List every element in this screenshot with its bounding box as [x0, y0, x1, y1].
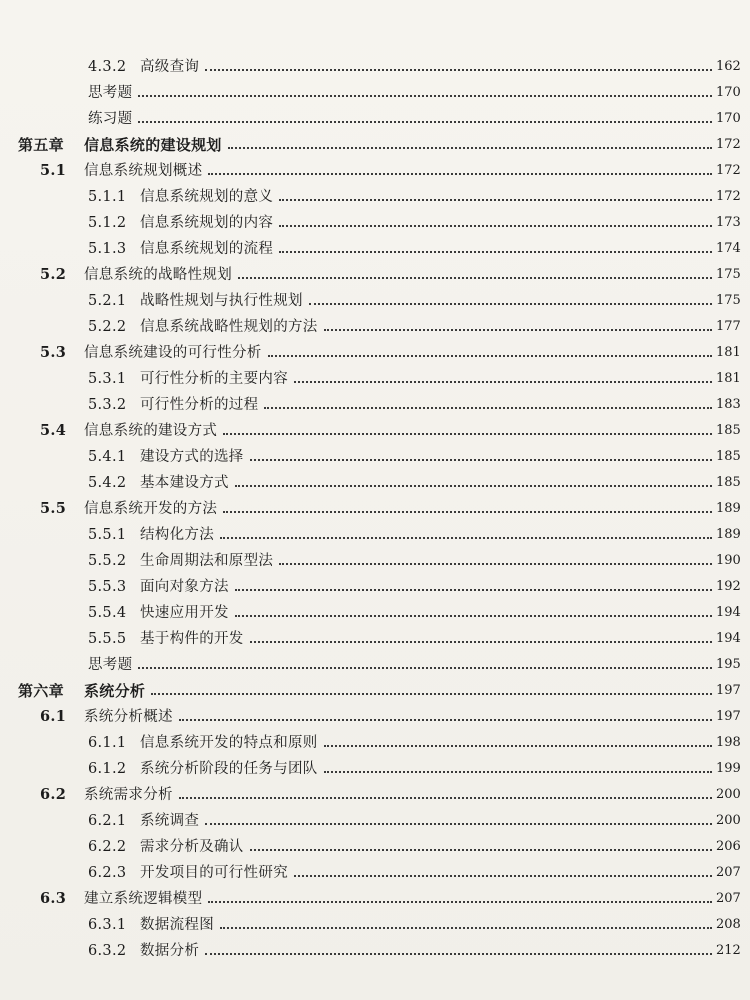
toc-entry-6-3-1[interactable]: [0, 908, 750, 934]
toc-entry-5-3-1[interactable]: [0, 362, 750, 388]
entry-number: 5.2: [40, 266, 67, 283]
toc-entry-6-2-3[interactable]: [0, 856, 750, 882]
entry-title: 可行性分析的主要内容: [140, 371, 288, 387]
entry-title: 数据流程图: [140, 917, 214, 933]
dot-leader: [279, 251, 712, 253]
entry-number: 5.5.1: [88, 527, 127, 543]
entry-title: 信息系统建设的可行性分析: [84, 345, 262, 361]
dot-leader: [309, 303, 712, 305]
entry-number: 5.2.1: [88, 293, 127, 309]
toc-entry-5-5-4[interactable]: [0, 596, 750, 622]
entry-title: 思考题: [88, 85, 133, 101]
page-number: 172: [716, 137, 741, 152]
entry-title: 开发项目的可行性研究: [140, 865, 288, 881]
page-number: 207: [716, 865, 741, 880]
toc-entry-6-1[interactable]: [0, 700, 750, 726]
entry-number: 5.5.5: [88, 631, 127, 647]
page-number: 208: [716, 917, 741, 932]
toc-entry-5-5-1[interactable]: [0, 518, 750, 544]
page-number: 198: [716, 735, 741, 750]
page-number: 190: [716, 553, 741, 568]
entry-number: 5.3.2: [88, 397, 127, 413]
entry-number: 6.3.2: [88, 943, 127, 959]
page-number: 181: [716, 345, 741, 360]
toc-entry-6-3[interactable]: [0, 882, 750, 908]
page-number: 174: [716, 241, 741, 256]
entry-title: 系统调查: [140, 813, 200, 829]
toc-entry-5-5-3[interactable]: [0, 570, 750, 596]
entry-title: 信息系统开发的方法: [84, 501, 218, 517]
toc-entry-5-5[interactable]: [0, 492, 750, 518]
page-number: 183: [716, 397, 741, 412]
page-number: 172: [716, 163, 741, 178]
entry-number: 6.3.1: [88, 917, 127, 933]
entry-number: 5.3: [40, 344, 67, 361]
toc-entry-4-3-2[interactable]: [0, 50, 750, 76]
toc-entry-exercises[interactable]: [0, 102, 750, 128]
dot-leader: [250, 459, 712, 461]
toc-entry-6-1-1[interactable]: [0, 726, 750, 752]
dot-leader: [250, 641, 712, 643]
toc-entry-5-1-3[interactable]: [0, 232, 750, 258]
entry-title: 信息系统规划概述: [84, 163, 203, 179]
entry-title: 数据分析: [140, 943, 200, 959]
entry-title: 系统分析阶段的任务与团队: [140, 761, 318, 777]
toc-entry-6-3-2[interactable]: [0, 934, 750, 960]
entry-title: 信息系统战略性规划的方法: [140, 319, 318, 335]
entry-title: 基于构件的开发: [140, 631, 244, 647]
toc-entry-5-5-2[interactable]: [0, 544, 750, 570]
page-number: 162: [716, 59, 741, 74]
dot-leader: [238, 277, 712, 279]
toc-entry-thinking-questions-ch5[interactable]: [0, 648, 750, 674]
entry-number: 6.2.1: [88, 813, 127, 829]
dot-leader: [324, 771, 712, 773]
dot-leader: [208, 173, 712, 175]
dot-leader: [138, 95, 712, 97]
dot-leader: [205, 823, 712, 825]
dot-leader: [268, 355, 712, 357]
page-number: 172: [716, 189, 741, 204]
page-number: 185: [716, 449, 741, 464]
entry-number: 5.1.1: [88, 189, 127, 205]
entry-number: 6.2.3: [88, 865, 127, 881]
entry-number: 5.5.4: [88, 605, 127, 621]
toc-entry-5-2[interactable]: [0, 258, 750, 284]
dot-leader: [179, 719, 712, 721]
page-number: 170: [716, 85, 741, 100]
page-number: 189: [716, 527, 741, 542]
entry-title: 结构化方法: [140, 527, 214, 543]
toc-entry-6-1-2[interactable]: [0, 752, 750, 778]
dot-leader: [205, 69, 712, 71]
page-number: 175: [716, 293, 741, 308]
dot-leader: [235, 485, 712, 487]
toc-entry-6-2-2[interactable]: [0, 830, 750, 856]
entry-number: 5.4.2: [88, 475, 127, 491]
page-number: 185: [716, 423, 741, 438]
entry-title: 需求分析及确认: [140, 839, 244, 855]
page-number: 192: [716, 579, 741, 594]
page-number: 194: [716, 631, 741, 646]
entry-title: 生命周期法和原型法: [140, 553, 274, 569]
dot-leader: [208, 901, 712, 903]
entry-number: 5.5: [40, 500, 67, 517]
entry-number: 5.4.1: [88, 449, 127, 465]
dot-leader: [235, 615, 712, 617]
toc-entry-5-2-1[interactable]: [0, 284, 750, 310]
dot-leader: [235, 589, 712, 591]
toc-entry-5-1[interactable]: [0, 154, 750, 180]
dot-leader: [250, 849, 712, 851]
page-number: 173: [716, 215, 741, 230]
dot-leader: [223, 511, 712, 513]
entry-title: 系统分析概述: [84, 709, 173, 725]
page-number: 200: [716, 787, 741, 802]
dot-leader: [138, 667, 712, 669]
entry-number: 5.4: [40, 422, 67, 439]
entry-title: 信息系统规划的意义: [140, 189, 274, 205]
toc-entry-thinking-questions[interactable]: [0, 76, 750, 102]
entry-number: 6.1.2: [88, 761, 127, 777]
dot-leader: [294, 875, 712, 877]
dot-leader: [294, 381, 712, 383]
dot-leader: [279, 199, 712, 201]
entry-title: 系统需求分析: [84, 787, 173, 803]
page-number: 194: [716, 605, 741, 620]
entry-title: 面向对象方法: [140, 579, 229, 595]
entry-number: 5.3.1: [88, 371, 127, 387]
entry-number: 5.5.3: [88, 579, 127, 595]
entry-number: 5.1.2: [88, 215, 127, 231]
page-number: 206: [716, 839, 741, 854]
entry-title: 练习题: [88, 111, 133, 127]
entry-title: 快速应用开发: [140, 605, 229, 621]
toc-entry-5-3-2[interactable]: [0, 388, 750, 414]
entry-title: 信息系统的建设规划: [84, 136, 222, 154]
toc-entry-5-1-1[interactable]: [0, 180, 750, 206]
entry-title: 信息系统规划的流程: [140, 241, 274, 257]
entry-number: 4.3.2: [88, 59, 127, 75]
page-number: 207: [716, 891, 741, 906]
toc-entry-5-4[interactable]: [0, 414, 750, 440]
dot-leader: [220, 927, 712, 929]
page-number: 199: [716, 761, 741, 776]
entry-number: 6.2: [40, 786, 67, 803]
toc-entry-chapter-6[interactable]: [0, 674, 750, 700]
entry-title: 信息系统的建设方式: [84, 423, 218, 439]
page-number: 197: [716, 683, 741, 698]
dot-leader: [279, 225, 712, 227]
entry-title: 信息系统开发的特点和原则: [140, 735, 318, 751]
page-number: 189: [716, 501, 741, 516]
dot-leader: [324, 329, 712, 331]
entry-title: 系统分析: [84, 682, 146, 700]
entry-number: 6.2.2: [88, 839, 127, 855]
entry-title: 可行性分析的过程: [140, 397, 259, 413]
entry-title: 基本建设方式: [140, 475, 229, 491]
entry-number: 6.1.1: [88, 735, 127, 751]
entry-number: 第五章: [18, 136, 64, 154]
dot-leader: [179, 797, 712, 799]
entry-number: 5.1: [40, 162, 67, 179]
toc-entry-6-2[interactable]: [0, 778, 750, 804]
toc-entry-5-4-2[interactable]: [0, 466, 750, 492]
page-number: 200: [716, 813, 741, 828]
entry-number: 6.3: [40, 890, 67, 907]
entry-title: 思考题: [88, 657, 133, 673]
toc-entry-chapter-5[interactable]: [0, 128, 750, 154]
dot-leader: [228, 147, 712, 149]
page-number: 170: [716, 111, 741, 126]
page-number: 212: [716, 943, 741, 958]
page-number: 197: [716, 709, 741, 724]
page-number: 175: [716, 267, 741, 282]
entry-title: 建立系统逻辑模型: [84, 891, 203, 907]
page-number: 181: [716, 371, 741, 386]
dot-leader: [324, 745, 712, 747]
entry-number: 第六章: [18, 682, 64, 700]
toc-entry-5-2-2[interactable]: [0, 310, 750, 336]
page-number: 177: [716, 319, 741, 334]
toc-entry-6-2-1[interactable]: [0, 804, 750, 830]
entry-title: 信息系统规划的内容: [140, 215, 274, 231]
entry-number: 6.1: [40, 708, 67, 725]
dot-leader: [205, 953, 712, 955]
entry-number: 5.5.2: [88, 553, 127, 569]
dot-leader: [151, 693, 712, 695]
dot-leader: [279, 563, 712, 565]
dot-leader: [220, 537, 712, 539]
page-number: 195: [716, 657, 741, 672]
entry-title: 高级查询: [140, 59, 200, 75]
dot-leader: [264, 407, 712, 409]
entry-title: 建设方式的选择: [140, 449, 244, 465]
page-number: 185: [716, 475, 741, 490]
dot-leader: [223, 433, 712, 435]
toc-entry-5-3[interactable]: [0, 336, 750, 362]
entry-title: 信息系统的战略性规划: [84, 267, 232, 283]
toc-entry-5-1-2[interactable]: [0, 206, 750, 232]
toc-entry-5-4-1[interactable]: [0, 440, 750, 466]
entry-number: 5.2.2: [88, 319, 127, 335]
dot-leader: [138, 121, 712, 123]
entry-number: 5.1.3: [88, 241, 127, 257]
entry-title: 战略性规划与执行性规划: [140, 293, 303, 309]
toc-entry-5-5-5[interactable]: [0, 622, 750, 648]
